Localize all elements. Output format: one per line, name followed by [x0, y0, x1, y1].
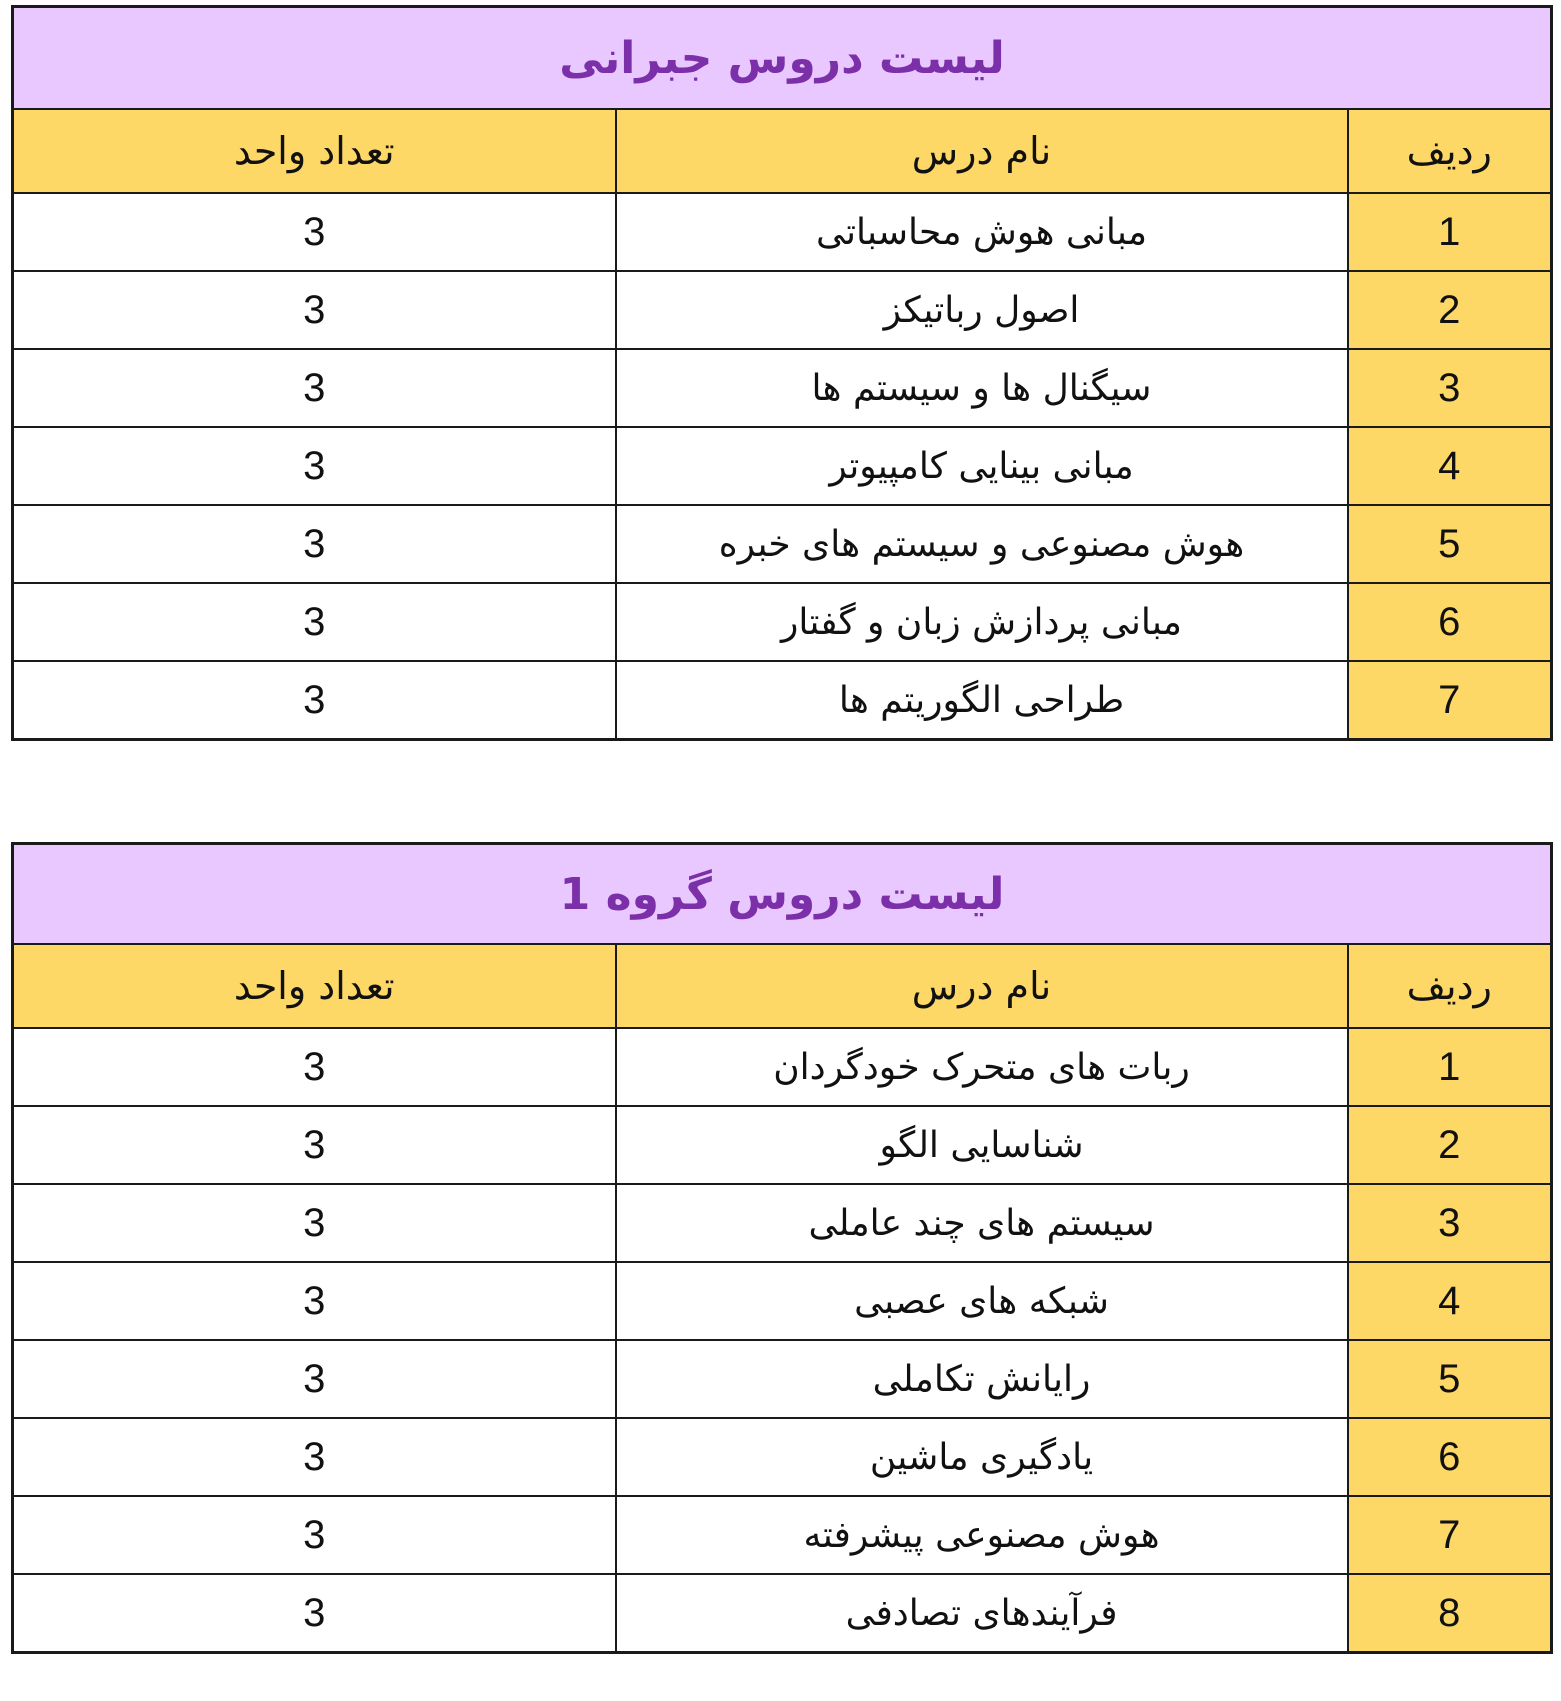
course-name-cell: یادگیری ماشین — [616, 1418, 1348, 1496]
table-row — [13, 661, 1552, 740]
table-row — [13, 1496, 1552, 1574]
row-number-cell: 5 — [1348, 505, 1552, 583]
header-row-number: ردیف — [1348, 109, 1552, 193]
row-number-cell: 7 — [1348, 1496, 1552, 1574]
units-cell: 3 — [13, 349, 616, 427]
table-row — [13, 1262, 1552, 1340]
units-cell: 3 — [13, 1418, 616, 1496]
course-name-cell: رایانش تکاملی — [616, 1340, 1348, 1418]
row-number-cell: 1 — [1348, 1028, 1552, 1106]
units-cell: 3 — [13, 271, 616, 349]
course-name-cell: شبکه های عصبی — [616, 1262, 1348, 1340]
table-row — [13, 1106, 1552, 1184]
table-row — [13, 1028, 1552, 1106]
table-title-row — [13, 7, 1552, 110]
course-name-cell: مبانی هوش محاسباتی — [616, 193, 1348, 271]
table-row — [13, 1418, 1552, 1496]
table-row — [13, 505, 1552, 583]
group-1-courses-table — [11, 842, 1553, 1654]
row-number-cell: 2 — [1348, 1106, 1552, 1184]
table-header-row — [13, 944, 1552, 1028]
row-number-cell: 2 — [1348, 271, 1552, 349]
table-row — [13, 427, 1552, 505]
table-row — [13, 1340, 1552, 1418]
compensatory-courses-table — [11, 5, 1553, 741]
row-number-cell: 1 — [1348, 193, 1552, 271]
row-number-cell: 3 — [1348, 1184, 1552, 1262]
row-number-cell: 3 — [1348, 349, 1552, 427]
units-cell: 3 — [13, 1106, 616, 1184]
row-number-cell: 6 — [1348, 583, 1552, 661]
table-row — [13, 1184, 1552, 1262]
units-cell: 3 — [13, 583, 616, 661]
table-row — [13, 1574, 1552, 1653]
row-number-cell: 7 — [1348, 661, 1552, 740]
course-name-cell: سیگنال ها و سیستم ها — [616, 349, 1348, 427]
header-units: تعداد واحد — [13, 944, 616, 1028]
row-number-cell: 6 — [1348, 1418, 1552, 1496]
row-number-cell: 8 — [1348, 1574, 1552, 1653]
units-cell: 3 — [13, 1184, 616, 1262]
units-cell: 3 — [13, 505, 616, 583]
header-units: تعداد واحد — [13, 109, 616, 193]
header-course-name: نام درس — [616, 944, 1348, 1028]
table-title: لیست دروس جبرانی — [13, 7, 1552, 110]
course-name-cell: اصول رباتیکز — [616, 271, 1348, 349]
table-header-row — [13, 109, 1552, 193]
units-cell: 3 — [13, 193, 616, 271]
units-cell: 3 — [13, 661, 616, 740]
table-row — [13, 193, 1552, 271]
units-cell: 3 — [13, 1496, 616, 1574]
header-row-number: ردیف — [1348, 944, 1552, 1028]
table-title-row — [13, 844, 1552, 945]
table-row — [13, 271, 1552, 349]
row-number-cell: 4 — [1348, 427, 1552, 505]
units-cell: 3 — [13, 427, 616, 505]
table-title: لیست دروس گروه 1 — [13, 844, 1552, 945]
course-name-cell: سیستم های چند عاملی — [616, 1184, 1348, 1262]
table-row — [13, 349, 1552, 427]
course-name-cell: مبانی پردازش زبان و گفتار — [616, 583, 1348, 661]
course-name-cell: طراحی الگوریتم ها — [616, 661, 1348, 740]
table-row — [13, 583, 1552, 661]
units-cell: 3 — [13, 1574, 616, 1653]
course-name-cell: ربات های متحرک خودگردان — [616, 1028, 1348, 1106]
course-name-cell: فرآیندهای تصادفی — [616, 1574, 1348, 1653]
header-course-name: نام درس — [616, 109, 1348, 193]
row-number-cell: 4 — [1348, 1262, 1552, 1340]
units-cell: 3 — [13, 1028, 616, 1106]
course-name-cell: هوش مصنوعی پیشرفته — [616, 1496, 1348, 1574]
course-name-cell: شناسایی الگو — [616, 1106, 1348, 1184]
course-name-cell: هوش مصنوعی و سیستم های خبره — [616, 505, 1348, 583]
row-number-cell: 5 — [1348, 1340, 1552, 1418]
units-cell: 3 — [13, 1340, 616, 1418]
units-cell: 3 — [13, 1262, 616, 1340]
course-name-cell: مبانی بینایی کامپیوتر — [616, 427, 1348, 505]
